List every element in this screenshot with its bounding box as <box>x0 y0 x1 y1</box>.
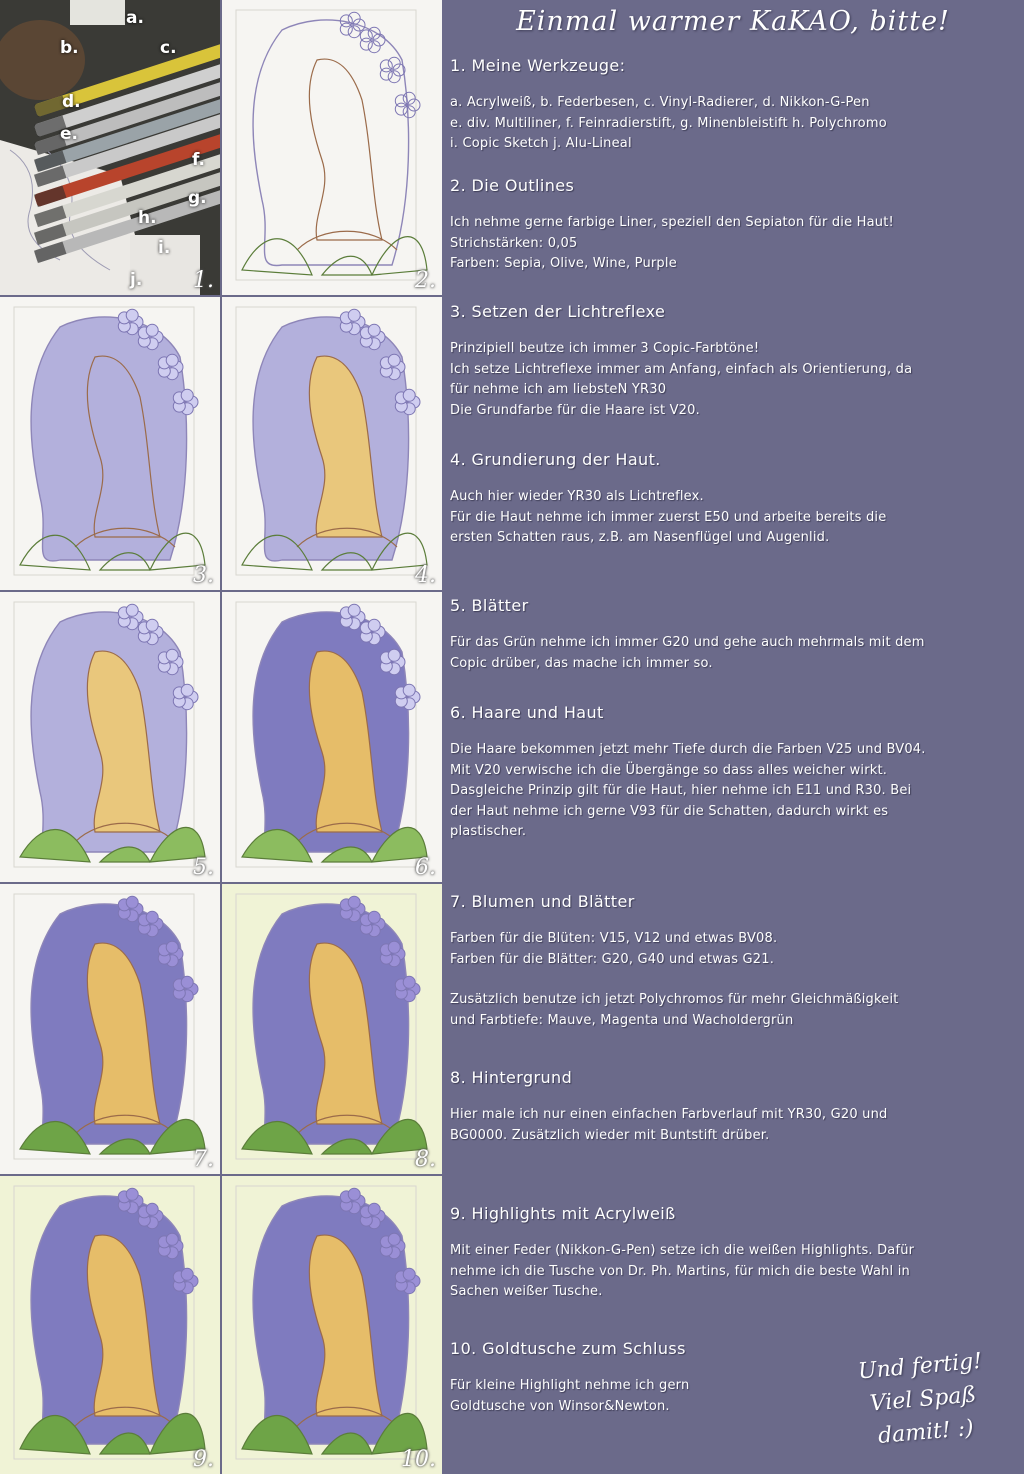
progress-photo-5 <box>0 592 220 882</box>
step-5 <box>450 596 1010 674</box>
step-text: Die Haare bekommen jetzt mehr Tiefe durch die Farben V25 und BV04. Mit V20 verwische ich die Übergänge so dass alles weicher wirkt. Dasgleiche Prinzip gilt für die Haut, hier nehme ich E11 und R30. Bei der Haut nehme ich gerne V93 für die Schatten, dadurch wirkt es plastischer. <box>450 742 926 839</box>
step-heading: 2. Die Outlines <box>450 176 575 195</box>
step-text: Ich nehme gerne farbige Liner, speziell den Sepiaton für die Haut! Strichstärken: 0,05 Farben: Sepia, Olive, Wine, Purple <box>450 215 894 271</box>
progress-photo-9 <box>0 1176 220 1474</box>
photo-number: 7. <box>193 1147 214 1172</box>
progress-photo-2 <box>222 0 442 295</box>
step-4 <box>450 450 1010 549</box>
progress-photo-grid <box>0 0 442 1474</box>
progress-photo-7 <box>0 884 220 1174</box>
step-text: Farben für die Blüten: V15, V12 und etwas BV08. Farben für die Blätter: G20, G40 und etwas G21. <box>450 931 778 967</box>
step-heading: 4. Grundierung der Haut. <box>450 450 661 469</box>
step-text: Mit einer Feder (Nikkon-G-Pen) setze ich die weißen Highlights. Dafür nehme ich die Tusche von Dr. Ph. Martins, für mich die beste Wahl in Sachen weißer Tusche. <box>450 1243 915 1299</box>
tool-label: e. <box>60 124 78 144</box>
progress-photo-6 <box>222 592 442 882</box>
step-text: Zusätzlich benutze ich jetzt Polychromos für mehr Gleichmäßigkeit und Farbtiefe: Mauve, Magenta und Wacholdergrün <box>450 992 899 1028</box>
progress-photo-3 <box>0 297 220 590</box>
closing-note <box>824 1342 1022 1457</box>
progress-photo-10 <box>222 1176 442 1474</box>
step-text: Für das Grün nehme ich immer G20 und gehe auch mehrmals mit dem Copic drüber, das mache ich immer so. <box>450 635 925 671</box>
photo-number: 2. <box>415 268 436 293</box>
tool-label: b. <box>60 38 79 58</box>
step-9 <box>450 1204 1010 1303</box>
tutorial-text <box>448 0 1018 1474</box>
step-3 <box>450 302 1010 421</box>
step-7 <box>450 892 1010 1031</box>
page-title: Einmal warmer KaKAO, bitte! <box>516 6 950 37</box>
step-text: Prinzipiell beutze ich immer 3 Copic-Farbtöne! Ich setze Lichtreflexe immer am Anfang, einfach als Orientierung, da für nehme ich am liebsteN YR30 Die Grundfarbe für die Haare ist V20. <box>450 341 913 418</box>
step-8 <box>450 1068 1010 1146</box>
photo-number: 5. <box>193 855 214 880</box>
closing-line: Und fertig! <box>857 1348 984 1385</box>
photo-number: 10. <box>401 1447 436 1472</box>
photo-number: 9. <box>193 1447 214 1472</box>
step-heading: 10. Goldtusche zum Schluss <box>450 1339 686 1358</box>
step-text: Hier male ich nur einen einfachen Farbverlauf mit YR30, G20 und BG0000. Zusätzlich wieder mit Buntstift drüber. <box>450 1107 888 1143</box>
step-heading: 8. Hintergrund <box>450 1068 573 1087</box>
step-heading: 5. Blätter <box>450 596 529 615</box>
step-text: Für kleine Highlight nehme ich gern Goldtusche von Winsor&Newton. <box>450 1378 690 1414</box>
tool-label: j. <box>130 270 143 290</box>
photo-number: 8. <box>415 1147 436 1172</box>
step-text: Auch hier wieder YR30 als Lichtreflex. Für die Haut nehme ich immer zuerst E50 und arbeite bereits die ersten Schatten raus, z.B. am Nasenflügel und Augenlid. <box>450 489 887 545</box>
tools-photo <box>0 0 220 295</box>
tool-label: g. <box>188 188 207 208</box>
progress-photo-4 <box>222 297 442 590</box>
photo-number: 1. <box>193 268 214 293</box>
tool-label: i. <box>158 238 171 258</box>
step-heading: 1. Meine Werkzeuge: <box>450 56 626 75</box>
step-1 <box>450 56 1010 155</box>
photo-number: 4. <box>415 563 436 588</box>
tool-label: h. <box>138 208 157 228</box>
tool-label: f. <box>192 150 205 170</box>
step-text: a. Acrylweiß, b. Federbesen, c. Vinyl-Radierer, d. Nikkon-G-Pen e. div. Multiliner, f. Feinradierstift, g. Minenbleistift h. Polychromo i. Copic Sketch j. Alu-Lineal <box>450 95 887 151</box>
tool-label: c. <box>160 38 177 58</box>
step-heading: 9. Highlights mit Acrylweiß <box>450 1204 676 1223</box>
closing-line: Viel Spaß <box>868 1382 978 1417</box>
closing-line: damit! :) <box>877 1415 975 1450</box>
progress-photo-8 <box>222 884 442 1174</box>
step-heading: 7. Blumen und Blätter <box>450 892 635 911</box>
tool-label: d. <box>62 92 81 112</box>
step-heading: 6. Haare und Haut <box>450 703 604 722</box>
photo-number: 6. <box>415 855 436 880</box>
photo-number: 3. <box>193 563 214 588</box>
step-heading: 3. Setzen der Lichtreflexe <box>450 302 666 321</box>
tool-label: a. <box>126 8 144 28</box>
step-6 <box>450 703 1010 843</box>
step-2 <box>450 176 1010 275</box>
